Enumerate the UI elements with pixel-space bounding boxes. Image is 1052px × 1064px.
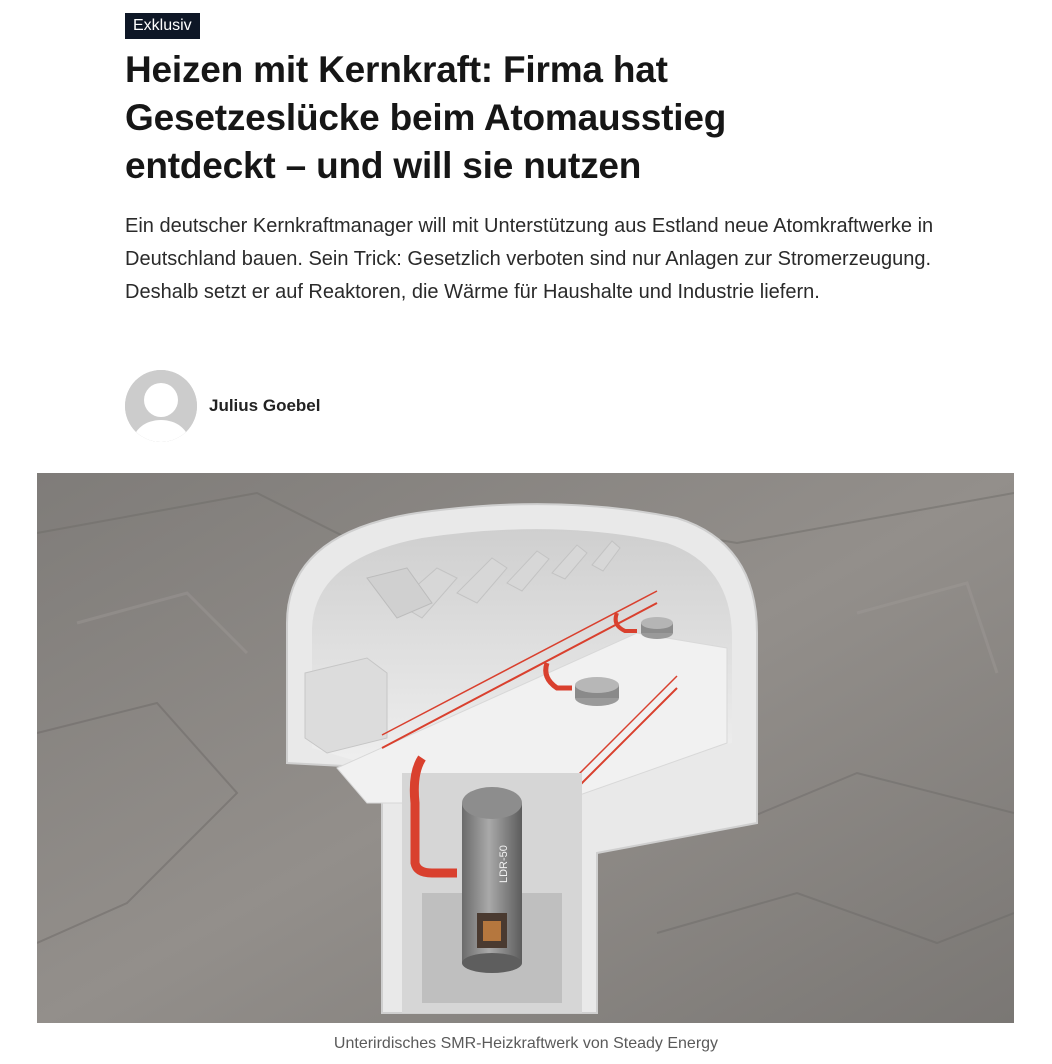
article-headline: Heizen mit Kernkraft: Firma hat Gesetzeslücke beim Atomausstieg entdeckt – und will sie nutzen: [125, 49, 727, 186]
author-name[interactable]: Julius Goebel: [209, 396, 321, 415]
article-lead: Ein deutscher Kernkraftmanager will mit Unterstützung aus Estland neue Atomkraftwerke in Deutschland bauen. Sein Trick: Gesetzlich verboten sind nur Anlagen zur Stromerzeugung. Deshalb setzt er auf Reaktoren, die Wärme für Haushalte und Industrie liefern.: [125, 215, 934, 303]
exclusive-badge[interactable]: Exklusiv: [125, 13, 200, 39]
reactor-cap-far: [641, 617, 673, 639]
reactor-label: LDR-50: [498, 845, 510, 883]
image-caption: Unterirdisches SMR-Heizkraftwerk von Steady Energy: [333, 1035, 719, 1052]
default-user-avatar-icon[interactable]: [125, 370, 197, 442]
author-byline[interactable]: [125, 370, 320, 442]
reactor-cap-mid: [575, 677, 619, 706]
reactor-vessel: [462, 787, 522, 973]
article-image: [37, 473, 1014, 1023]
reactor-tunnel-illustration: [37, 473, 1014, 1023]
